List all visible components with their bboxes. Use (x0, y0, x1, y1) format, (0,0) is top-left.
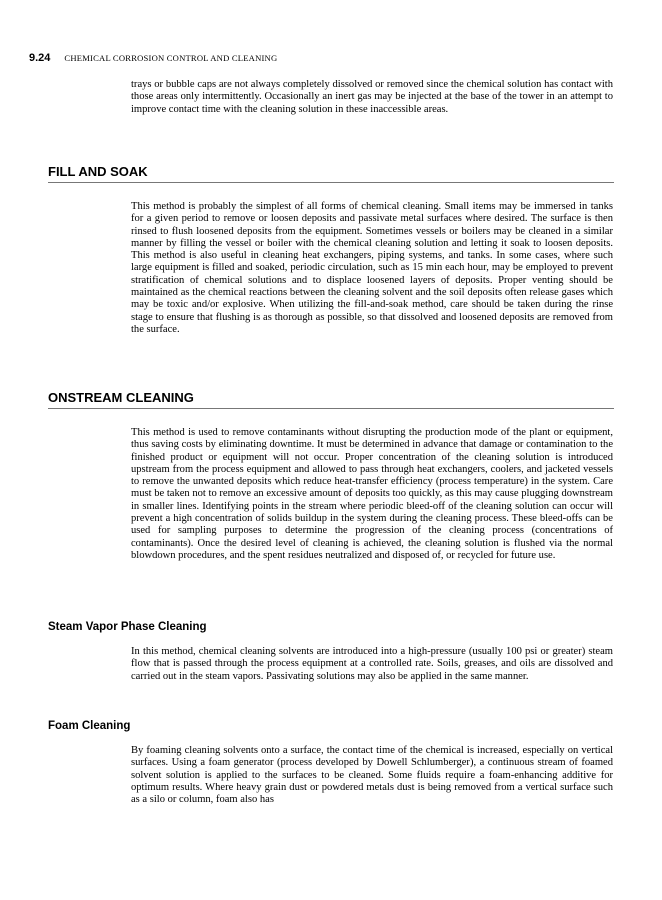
onstream-cleaning-paragraph: This method is used to remove contaminants without disrupting the production mode of the plant or equipment, thus saving costs by eliminating downtime. It must be determined in advance that damage or contamination to the finished product or equipment will not occur. Proper concentration of the cleaning solution is introduced upstream from the process equipment and allowed to pass through heat exchangers, coolers, and jacketed vessels to remove the unwanted deposits which reduce heat-transfer efficiency (process temperature) in the system. Care must be taken not to remove an excessive amount of deposits too quickly, as this may cause plugging downstream in smaller lines. Identifying points in the stream where periodic bleed-off of the cleaning solution can occur will prevent a high concentration of solids buildup in the system during the cleaning process. These bleed-offs can be used for sampling purposes to determine the progression of the cleaning process (concentrations of contaminants). Once the desired level of cleaning is achieved, the cleaning solution is flushed via the normal blowdown procedures, and the spent residues neutralized and disposed of, or recycled for future use. (131, 427, 613, 561)
running-header (29, 48, 277, 66)
steam-vapor-paragraph: In this method, chemical cleaning solvents are introduced into a high-pressure (usually 100 psi or greater) steam flow that is passed through the process equipment at a controlled rate. Soils, greases, and oils are dissolved and carried out in the steam vapors. Passivating solutions may also be applied in the same manner. (131, 646, 613, 682)
intro-paragraph: trays or bubble caps are not always completely dissolved or removed since the chemical solution has contact with those areas only intermittently. Occasionally an inert gas may be injected at the base of the tower in an attempt to improve contact time with the cleaning solution in these inaccessible areas. (131, 79, 613, 115)
heading-fill-and-soak: FILL AND SOAK (48, 164, 614, 183)
heading-steam-vapor-phase-cleaning: Steam Vapor Phase Cleaning (48, 621, 207, 633)
foam-cleaning-paragraph: By foaming cleaning solvents onto a surface, the contact time of the chemical is increased, especially on vertical surfaces. Using a foam generator (process developed by Dowell Schlumberger), a continuous stream of foamed solvent solution is applied to the surfaces to be cleaned. Some fluids require a foam-enhancing additive for optimum results. Where heavy grain dust or powdered metals dust is being removed from a vertical surface such as a silo or column, foam also has (131, 745, 613, 806)
heading-onstream-cleaning: ONSTREAM CLEANING (48, 390, 614, 409)
page-number: 9.24 (29, 52, 51, 64)
heading-foam-cleaning: Foam Cleaning (48, 720, 131, 732)
running-title: CHEMICAL CORROSION CONTROL AND CLEANING (64, 53, 278, 63)
fill-and-soak-paragraph: This method is probably the simplest of all forms of chemical cleaning. Small items may be immersed in tanks for a given period to remove or loosen deposits and passivate metal surfaces where desired. The surface is then rinsed to flush loosened deposits from the equipment. Sometimes vessels or boilers may be cleaned in a similar manner by filling the vessel or boiler with the chemical cleaning solution and letting it soak to loosen deposits. This method is also useful in cleaning heat exchangers, piping systems, and tanks. In some cases, where such large equipment is filled and soaked, periodic circulation, such as 15 min each hour, may be employed to prevent stratification of chemical solutions and to displace loosened layers of deposits. Proper venting should be maintained as the chemical reactions between the cleaning solvent and the soil deposits often release gases which may be toxic and/or explosive. When utilizing the fill-and-soak method, care should be taken during the rinse stage to ensure that flushing is as thorough as possible, so that dissolved and loosened deposits are removed from the surface. (131, 201, 613, 335)
